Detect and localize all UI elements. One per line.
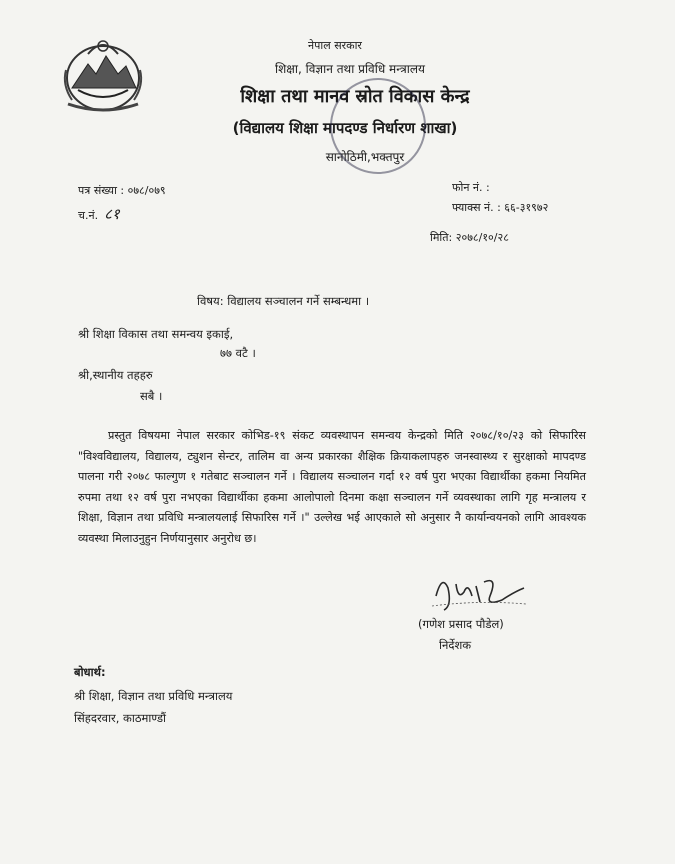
office-seal-stamp (330, 78, 426, 174)
fax-number: फ्याक्स नं. : ६६-३१९७२ (452, 201, 549, 214)
letter-number: पत्र संख्या : ०७८/०७९ (78, 184, 166, 197)
cc-line-2: सिंहदरवार, काठमाण्डौं (74, 711, 166, 725)
centre-name: शिक्षा तथा मानव स्रोत विकास केन्द्र (240, 86, 470, 107)
phone-number: फोन नं. : (452, 181, 490, 194)
recipient-2-line-1: श्री,स्थानीय तहहरु (78, 368, 153, 382)
dispatch-label: च.नं. (78, 209, 99, 222)
signatory-designation: निर्देशक (439, 638, 472, 652)
signatory-name: (गणेश प्रसाद पौडेल) (418, 617, 504, 631)
dispatch-value: ८१ (104, 205, 120, 223)
nepal-emblem-icon (58, 30, 148, 115)
cc-heading: बोधार्थ: (74, 665, 106, 679)
subject-line: विषय: विद्यालय सञ्चालन गर्ने सम्बन्धमा । (197, 294, 370, 308)
recipient-2-line-2: सबै । (140, 389, 163, 403)
office-address: सानोठिमी,भक्तपुर (325, 150, 405, 164)
dispatch-number (78, 204, 120, 224)
letter-date: मिति: २०७८/१०/२८ (430, 231, 509, 244)
recipient-1-line-2: ७७ वटै । (220, 346, 256, 360)
government-name: नेपाल सरकार (308, 39, 362, 52)
letter-body: प्रस्तुत विषयमा नेपाल सरकार कोभिड-१९ संकट व्यवस्थापन समन्वय केन्द्रको मिति २०७८/१०/२३ को सिफारिस "विश्वविद्यालय, विद्यालय, ट्युशन सेन्टर, तालिम वा अन्य प्रकारका शैक्षिक क्रियाकलापहरु जनस्वास्थ्य र सुरक्षाको मापदण्ड पालना गरी २०७८ फाल्गुण १ गतेबाट सञ्चालन गर्ने । विद्यालय सञ्चालन गर्दा १२ वर्ष पुरा भएका विद्यार्थीका हकमा नियमित रुपमा तथा १२ वर्ष पुरा नभएका विद्यार्थीका हकमा आलोपालो दिनमा कक्षा सञ्चालन गर्ने व्यवस्थाका लागि गृह मन्त्रालय र शिक्षा, विज्ञान तथा प्रविधि मन्त्रालयलाई सिफारिस गर्ने ।" उल्लेख भई आएकाले सो अनुसार नै कार्यान्वयनको लागि आवश्यक व्यवस्था मिलाउनुहुन निर्णयानुसार अनुरोध छ। (78, 429, 586, 545)
section-name: (विद्यालय शिक्षा मापदण्ड निर्धारण शाखा) (232, 119, 458, 137)
cc-line-1: श्री शिक्षा, विज्ञान तथा प्रविधि मन्त्रालय (74, 689, 233, 703)
recipient-1-line-1: श्री शिक्षा विकास तथा समन्वय इकाई, (78, 327, 234, 341)
signature-mark (428, 566, 528, 616)
ministry-name: शिक्षा, विज्ञान तथा प्रविधि मन्त्रालय (275, 62, 425, 76)
